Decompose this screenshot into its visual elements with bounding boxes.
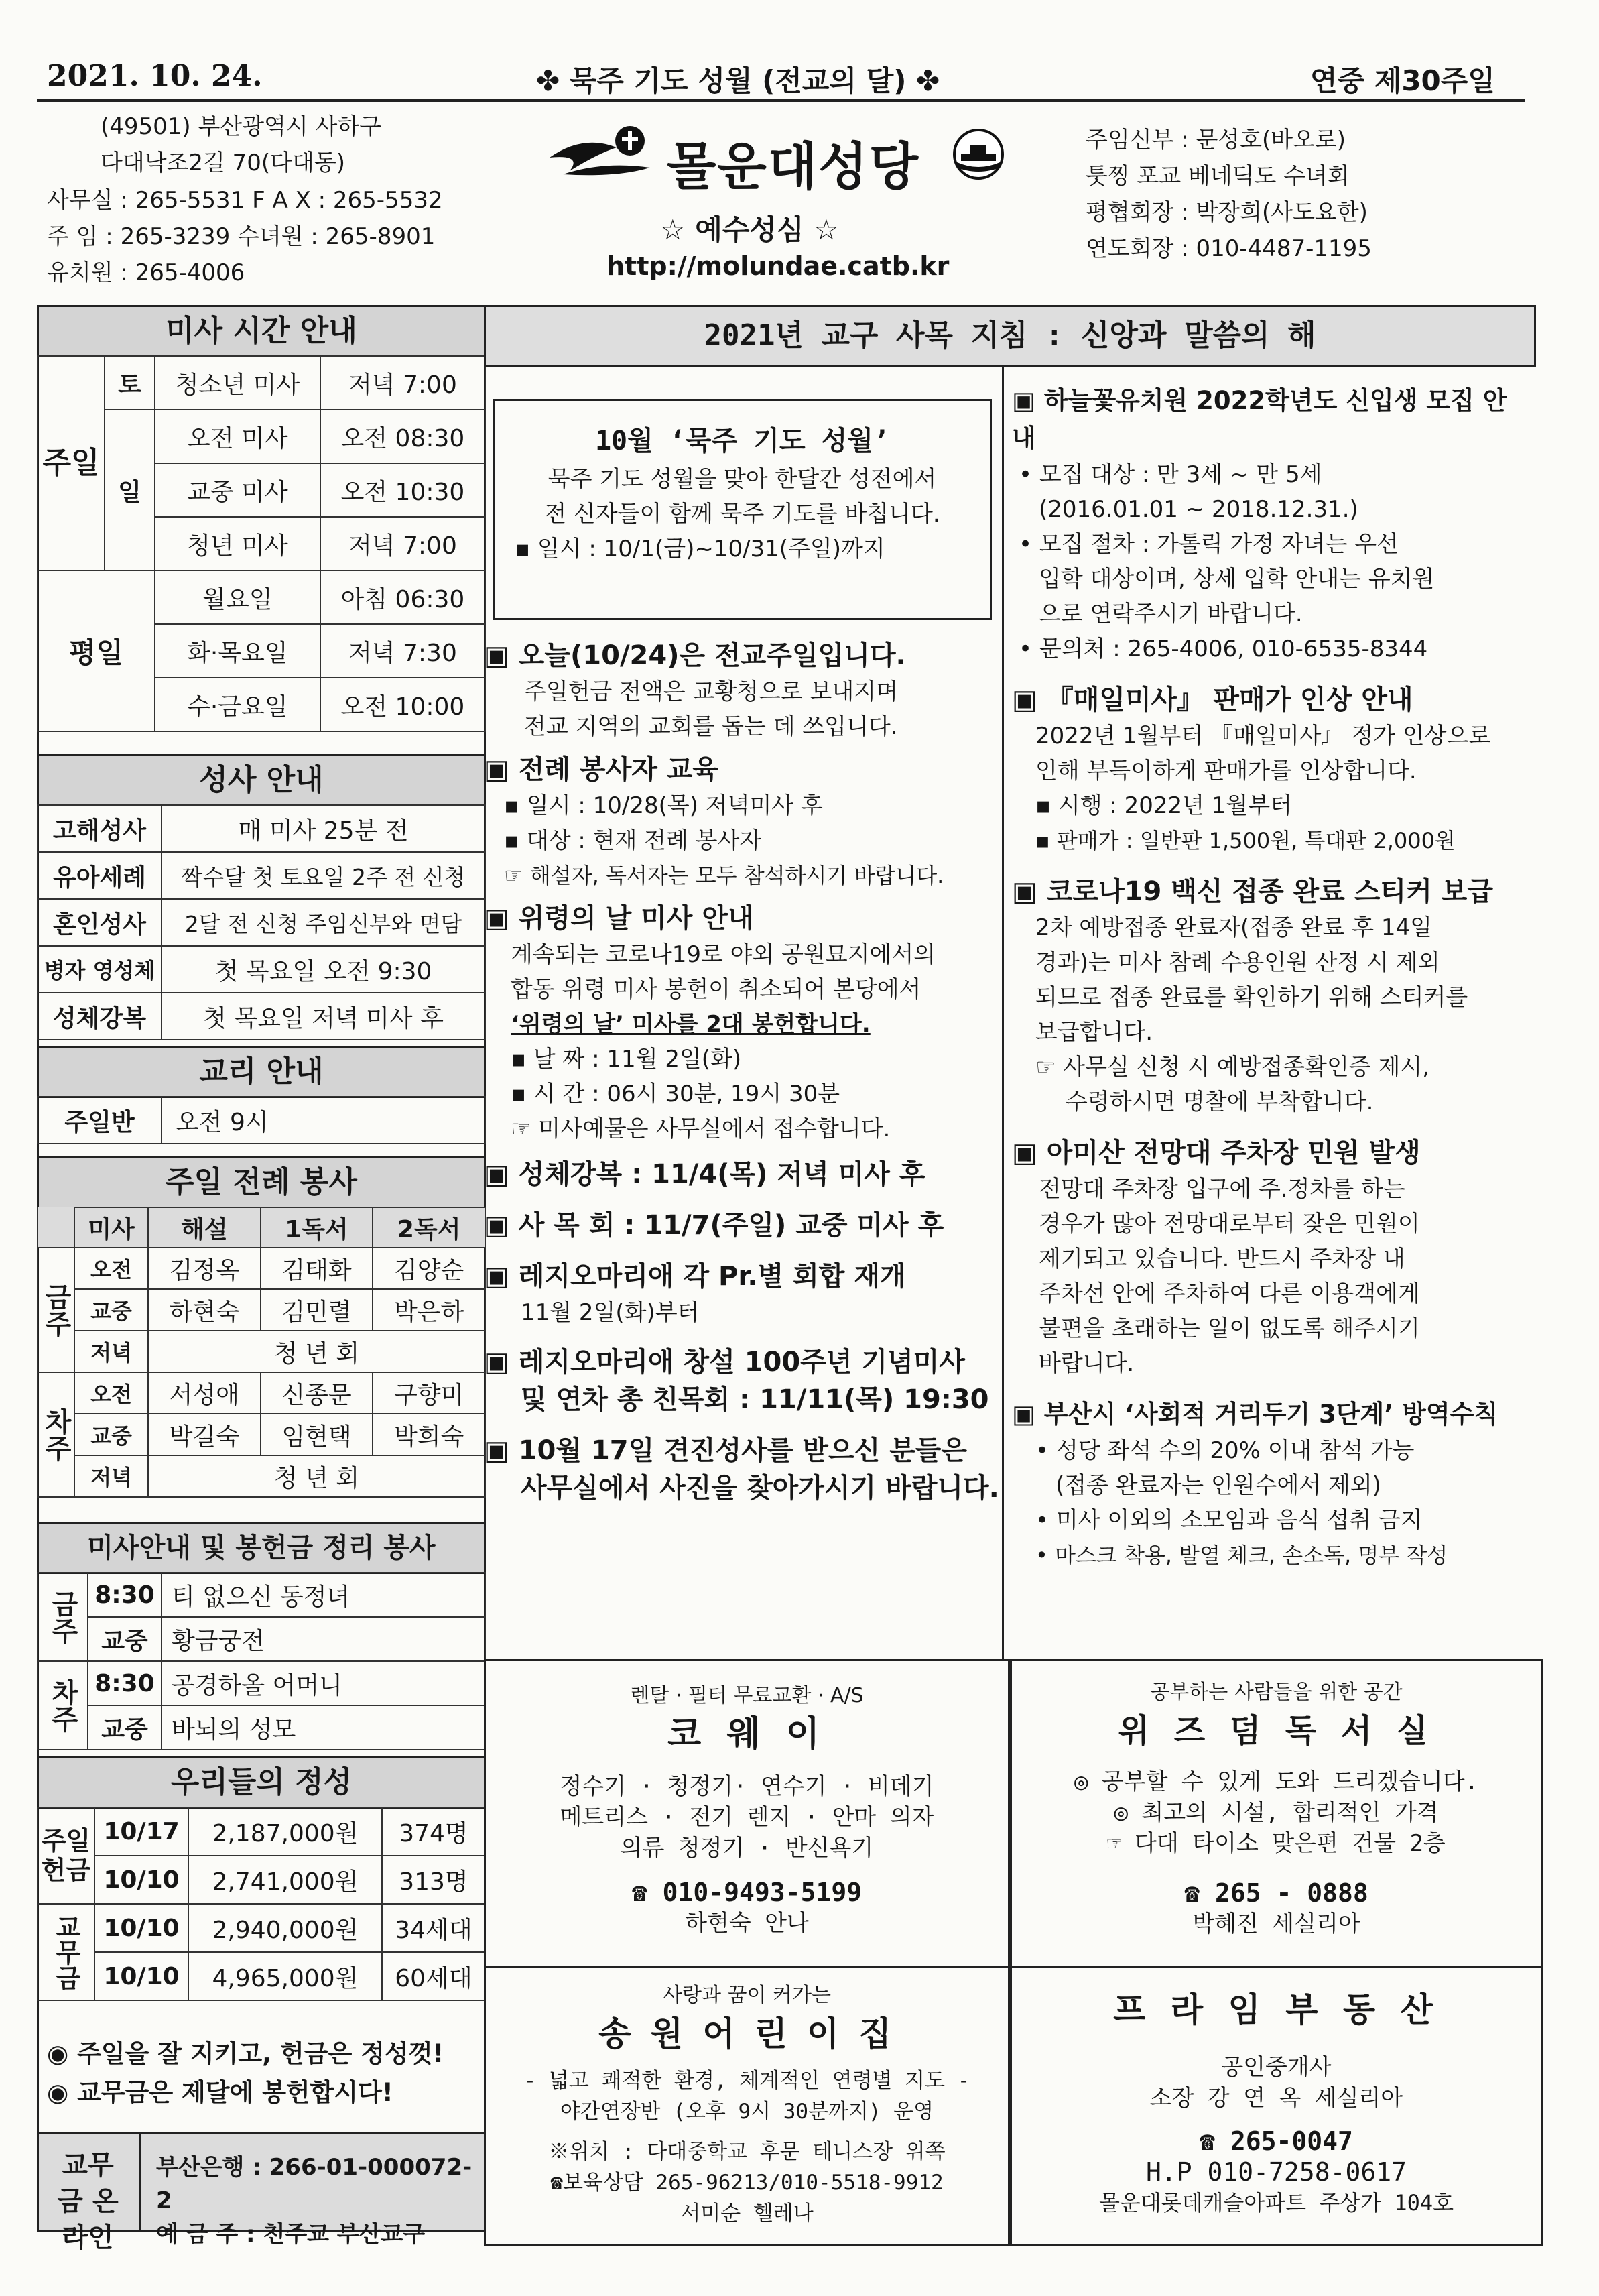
ad-line: 메트리스 · 전기 렌지 · 안마 의자 (560, 1804, 934, 1831)
youth-group: 청 년 회 (148, 1331, 485, 1372)
notice-line: 2022년 1월부터 『매일미사』 정가 인상으로 (1035, 723, 1491, 749)
church-logo (543, 121, 972, 194)
ad-wisdom (1010, 1659, 1543, 1968)
notice-line: ▪ 날 짜 : 11월 2일(화) (511, 1046, 742, 1073)
bank-info (156, 2151, 484, 2251)
commentator: 박길숙 (148, 1414, 261, 1455)
notice-line: 바랍니다. (1039, 1350, 1135, 1377)
service-group: 황금궁전 (162, 1617, 485, 1661)
mass-times-table (37, 355, 486, 732)
saturday-label: 토 (105, 356, 155, 410)
notice-line: 되므로 접종 완료를 확인하기 위해 스티커를 (1035, 984, 1468, 1011)
office-phone: 사무실 : 265-5531 F A X : 265-5532 (47, 187, 443, 214)
ad-mobile: H.P 010-7258-0617 (1146, 2157, 1407, 2187)
reader2: 박은하 (373, 1289, 485, 1331)
service-group: 공경하올 어머니 (162, 1661, 485, 1705)
notice-line: 주차선 안에 주차하여 다른 이용객에게 (1039, 1280, 1420, 1307)
notice-title: ▣ 성체강복 : 11/4(목) 저녁 미사 후 (484, 1159, 925, 1190)
notice-line: ‘위령의 날’ 미사를 2대 봉헌합니다. (511, 1011, 871, 1038)
liturgy-service-table (37, 1207, 486, 1498)
offering-count: 60세대 (382, 1952, 485, 2000)
notice-line: 전망대 주차장 입구에 주.정차를 하는 (1039, 1176, 1405, 1203)
notice-line: 입학 대상이며, 상세 입학 안내는 유치원 (1039, 566, 1435, 593)
ad-contact: 박혜진 세실리아 (1192, 1911, 1360, 1937)
sacraments-title: 성사 안내 (37, 754, 486, 806)
ad-tagline: 공부하는 사람들을 위한 공간 (1150, 1681, 1403, 1704)
notice-line: ☞ 사무실 신청 시 예방접종확인증 제시, (1035, 1054, 1429, 1081)
notice-title: ▣ 코로나19 백신 접종 완료 스티커 보급 (1012, 876, 1493, 907)
website-link[interactable]: http://molundae.catb.kr (606, 251, 950, 281)
notice-title: ▣ 부산시 ‘사회적 거리두기 3단계’ 방역수칙 (1012, 1400, 1498, 1429)
exhortation-line2: ◉ 교무금은 제달에 봉헌합시다! (47, 2078, 393, 2107)
service-group: 바뇌의 성모 (162, 1705, 485, 1750)
offering-amount: 2,940,000원 (188, 1904, 382, 1952)
mass-name: 교중 미사 (155, 463, 320, 517)
offering-count: 34세대 (382, 1904, 485, 1952)
ad-line: 의류 청정기 · 반신욕기 (620, 1835, 874, 1862)
sacrament-name: 성체강복 (38, 993, 162, 1040)
ad-phone: ☎ 265 - 0888 (1184, 1878, 1368, 1908)
offering-service-title: 미사안내 및 봉헌금 정리 봉사 (37, 1522, 486, 1574)
mass-time: 아침 06:30 (320, 570, 485, 624)
notice-pastoral-council (484, 1207, 1007, 1244)
mass-time: 저녁 7:00 (320, 356, 485, 410)
ad-tagline: 렌탈 · 필터 무료교환 · A/S (630, 1684, 864, 1707)
weekday-label: 평일 (38, 570, 155, 731)
address-line2: 다대낙조2길 70(다대동) (101, 149, 345, 176)
mass-slot: 교중 (74, 1289, 148, 1331)
pastor: 주임신부 : 문성호(바오로) (1086, 127, 1346, 154)
next-week-label: 차주 (38, 1372, 74, 1497)
notice-line: ▪ 시 간 : 06시 30분, 19시 30분 (511, 1081, 840, 1107)
reader1: 임현택 (261, 1414, 373, 1455)
commentator: 하현숙 (148, 1289, 261, 1331)
commentator: 서성애 (148, 1372, 261, 1414)
rosary-body1: 묵주 기도 성월을 맞아 한달간 성전에서 (548, 466, 937, 493)
ad-coway (484, 1659, 1010, 1968)
reader2: 박희숙 (373, 1414, 485, 1455)
notice-confirmation-photos (484, 1432, 1007, 1507)
notice-mission-sunday (484, 637, 1007, 744)
sacraments-table (37, 804, 486, 1040)
mass-time: 오전 10:00 (320, 678, 485, 731)
notice-title: ▣ 레지오마리애 창설 100주년 기념미사 (484, 1347, 965, 1378)
notice-line: • 모집 절차 : 가톨릭 가정 자녀는 우선 (1019, 531, 1399, 558)
ad-line: ☞ 다대 타이소 맞은편 건물 2층 (1107, 1830, 1446, 1857)
middle-notices (484, 637, 1007, 1507)
parish-dues-label: 교무금 (38, 1904, 94, 2000)
ad-line: 공인중개사 (1221, 2054, 1332, 2081)
online-label: 교무금 온라인 (57, 2150, 119, 2253)
notice-line: 전교 지역의 교회를 돕는 데 쓰입니다. (524, 713, 898, 740)
mass-slot: 8:30 (88, 1573, 162, 1617)
this-week-label: 금주 (38, 1573, 88, 1661)
sacrament-info: 매 미사 25분 전 (162, 805, 485, 852)
offering-amount: 2,741,000원 (188, 1856, 382, 1904)
ad-name: 프 라 임 부 동 산 (1113, 1990, 1440, 2029)
notice-line: ▪ 대상 : 현재 전례 봉사자 (504, 827, 762, 854)
offering-count: 313명 (382, 1856, 485, 1904)
notice-legio-meeting (484, 1258, 1007, 1330)
sunday-day-label: 일 (105, 410, 155, 570)
notice-title: ▣ 레지오마리애 각 Pr.별 회합 재개 (484, 1261, 906, 1292)
right-notices (1012, 382, 1528, 1573)
sacrament-info: 첫 목요일 오전 9:30 (162, 946, 485, 993)
main-title: 2021년 교구 사목 지침 : 신앙과 말씀의 해 (484, 305, 1536, 367)
ad-phone: ☎ 265-0047 (1200, 2126, 1353, 2156)
ad-songwon (484, 1966, 1010, 2246)
notice-line: 11월 2일(화)부터 (521, 1299, 700, 1326)
mass-time: 오전 08:30 (320, 410, 485, 463)
ad-line: 야간연장반 (오후 9시 30분까지) 운영 (560, 2100, 934, 2124)
notice-line: 수령하시면 명찰에 부착합니다. (1066, 1089, 1374, 1115)
notice-line: 합동 위령 미사 봉헌이 취소되어 본당에서 (511, 976, 921, 1003)
mass-time: 저녁 7:00 (320, 517, 485, 570)
offering-date: 10/10 (94, 1856, 188, 1904)
notice-server-training (484, 751, 1007, 893)
rectory-phone: 주 임 : 265-3239 수녀원 : 265-8901 (47, 223, 436, 250)
reader2: 구향미 (373, 1372, 485, 1414)
notice-line: • 모집 대상 : 만 3세 ~ 만 5세 (1019, 461, 1322, 488)
contact-block (47, 182, 443, 291)
offering-amount: 2,187,000원 (188, 1807, 382, 1856)
mass-times-title: 미사 시간 안내 (37, 305, 486, 357)
liturgical-week: 연중 제30주일 (1310, 64, 1495, 97)
catechism-title: 교리 안내 (37, 1046, 486, 1098)
kinder-phone: 유치원 : 265-4006 (47, 259, 245, 286)
mass-name: 월요일 (155, 570, 320, 624)
service-group: 티 없으신 동정녀 (162, 1573, 485, 1617)
church-emblem-icon (543, 121, 663, 188)
offering-count: 374명 (382, 1807, 485, 1856)
notice-line: 계속되는 코로나19로 야외 공원묘지에서의 (511, 941, 936, 968)
offering-service-table (37, 1572, 486, 1750)
col-reading1: 1독서 (261, 1207, 373, 1248)
notice-line: 보급합니다. (1035, 1019, 1153, 1046)
ad-contact: 서미순 헬레나 (680, 2201, 814, 2226)
reader2: 김양순 (373, 1248, 485, 1289)
ad-name: 송 원 어 린 이 집 (598, 2014, 895, 2053)
notice-title: ▣ 오늘(10/24)은 전교주일입니다. (484, 640, 906, 671)
notice-benediction (484, 1156, 1007, 1193)
reader1: 신종문 (261, 1372, 373, 1414)
nuns: 툿찡 포교 베네딕도 수녀회 (1086, 163, 1350, 190)
ad-line: 소장 강 연 옥 세실리아 (1149, 2085, 1403, 2112)
ad-line: ※위치 : 다대중학교 후문 테니스장 위쪽 (548, 2140, 946, 2164)
col-mass: 미사 (74, 1207, 148, 1248)
notice-line: (접종 완료자는 인원수에서 제외) (1056, 1472, 1381, 1499)
notice-title: ▣ 하늘꽃유치원 2022학년도 신입생 모집 안내 (1012, 386, 1507, 452)
catechism-time: 오전 9시 (162, 1097, 485, 1144)
address-block (101, 109, 381, 181)
ad-line: 정수기 · 청정기· 연수기 · 비데기 (560, 1773, 934, 1800)
col-reading2: 2독서 (373, 1207, 485, 1248)
mass-time: 저녁 7:30 (320, 624, 485, 678)
notice-line: 및 연차 총 친목회 : 11/11(목) 19:30 (521, 1384, 989, 1415)
notice-line: ▪ 시행 : 2022년 1월부터 (1035, 792, 1292, 819)
sacrament-info: 2달 전 신청 주임신부와 면담 (162, 899, 485, 946)
ad-address: 몰운대롯데캐슬아파트 주상가 104호 (1098, 2190, 1454, 2216)
offering-date: 10/10 (94, 1904, 188, 1952)
sacrament-info: 짝수달 첫 토요일 2주 전 신청 (162, 852, 485, 899)
notice-title: ▣ 위령의 날 미사 안내 (484, 903, 754, 934)
exhortation-line1: ◉ 주일을 잘 지키고, 헌금은 정성껏! (47, 2039, 444, 2068)
notice-distancing (1012, 1396, 1528, 1573)
notice-title: ▣ 아미산 전망대 주차장 민원 발생 (1012, 1138, 1421, 1168)
notice-line: 경우가 많아 전망대로부터 잦은 민원이 (1039, 1211, 1420, 1237)
mass-slot: 저녁 (74, 1455, 148, 1497)
offerings-table (37, 1807, 486, 2001)
notice-line: ☞ 미사예물은 사무실에서 접수합니다. (511, 1115, 891, 1142)
ad-tagline: 사랑과 꿈이 커가는 (663, 1984, 831, 2007)
catechism-label: 주일반 (38, 1097, 162, 1144)
mass-slot: 8:30 (88, 1661, 162, 1705)
rosary-body2: 전 신자들이 함께 묵주 기도를 바칩니다. (544, 501, 940, 528)
notice-line: • 성당 좌석 수의 20% 이내 참석 가능 (1035, 1437, 1415, 1464)
mass-slot: 저녁 (74, 1331, 148, 1372)
ad-line: ☎보육상담 265-96213/010-5518-9912 (550, 2171, 944, 2195)
notice-all-souls (484, 900, 1007, 1146)
church-name: 몰운대성당 (667, 137, 920, 196)
mass-slot: 오전 (74, 1372, 148, 1414)
account-holder: 예 금 주 : 천주교 부산교구 (156, 2221, 426, 2248)
notice-legio-100th (484, 1343, 1007, 1418)
month-theme: ✤ 묵주 기도 성월 (전교의 달) ✤ (536, 64, 940, 97)
mass-slot: 오전 (74, 1248, 148, 1289)
notice-line: ▪ 일시 : 10/28(목) 저녁미사 후 (504, 792, 823, 819)
ad-name: 코 웨 이 (667, 1714, 826, 1754)
notice-line: 으로 연락주시기 바랍니다. (1039, 601, 1303, 627)
mass-name: 청소년 미사 (155, 356, 320, 410)
mass-name: 수·금요일 (155, 678, 320, 731)
ad-prime-realty (1010, 1966, 1543, 2246)
sacrament-info: 첫 목요일 저녁 미사 후 (162, 993, 485, 1040)
ad-line: ◎ 최고의 시설, 합리적인 가격 (1114, 1799, 1439, 1826)
notice-line: 인해 부득이하게 판매가를 인상합니다. (1035, 758, 1417, 784)
rosary-title: 10월 ‘묵주 기도 성월’ (594, 426, 890, 457)
sacrament-name: 혼인성사 (38, 899, 162, 946)
ad-name: 위 즈 덤 독 서 실 (1118, 1712, 1435, 1750)
ad-phone: ☎ 010-9493-5199 (631, 1878, 862, 1907)
rosary-date: ▪ 일시 : 10/1(금)~10/31(주일)까지 (515, 536, 885, 562)
notice-line: 주일헌금 전액은 교황청으로 보내지며 (524, 678, 898, 705)
notice-vaccine-sticker (1012, 873, 1528, 1120)
notice-title: ▣ 전례 봉사자 교육 (484, 754, 719, 785)
notice-line: • 문의처 : 265-4006, 010-6535-8344 (1019, 636, 1428, 662)
offerings-title: 우리들의 정성 (37, 1756, 486, 1809)
commentator: 김정옥 (148, 1248, 261, 1289)
ship-emblem-icon (952, 127, 1005, 181)
notice-line: 2차 예방접종 완료자(접종 완료 후 14일 (1035, 914, 1433, 941)
sacrament-name: 고해성사 (38, 805, 162, 852)
council-president: 평협회장 : 박장희(사도요한) (1086, 199, 1368, 226)
notice-title: ▣ 10월 17일 견진성사를 받으신 분들은 (484, 1435, 968, 1466)
sacrament-name: 유아세례 (38, 852, 162, 899)
notice-line: 불편을 초래하는 일이 없도록 해주시기 (1039, 1315, 1420, 1342)
ad-contact: 하현숙 안나 (685, 1910, 809, 1937)
mass-name: 화·목요일 (155, 624, 320, 678)
staff-block (1086, 122, 1372, 267)
reader1: 김민렬 (261, 1289, 373, 1331)
catechism-table (37, 1096, 486, 1144)
ad-line: ◎ 공부할 수 있게 도와 드리겠습니다. (1074, 1768, 1479, 1795)
legion-president: 연도회장 : 010-4487-1195 (1086, 235, 1372, 262)
notice-line: • 미사 이외의 소모임과 음식 섭취 금지 (1035, 1507, 1423, 1534)
offering-amount: 4,965,000원 (188, 1952, 382, 2000)
offering-date: 10/17 (94, 1807, 188, 1856)
mass-name: 오전 미사 (155, 410, 320, 463)
col-commentary: 해설 (148, 1207, 261, 1248)
liturgy-service-title: 주일 전례 봉사 (37, 1156, 486, 1209)
notice-kindergarten (1012, 382, 1528, 666)
mass-name: 청년 미사 (155, 517, 320, 570)
notice-line: (2016.01.01 ~ 2018.12.31.) (1039, 496, 1358, 523)
notice-daily-missal (1012, 681, 1528, 858)
notice-title: ▣ 『매일미사』 판매가 인상 안내 (1012, 684, 1413, 715)
exhortation (47, 2035, 444, 2112)
notice-line: 경과)는 미사 참례 수용인원 산정 시 제외 (1035, 949, 1440, 976)
notice-line: 제기되고 있습니다. 반드시 주차장 내 (1039, 1246, 1405, 1272)
sunday-offering-label: 주일헌금 (38, 1807, 94, 1904)
rosary-box (493, 399, 992, 620)
youth-group: 청 년 회 (148, 1455, 485, 1497)
notice-line: ▪ 판매가 : 일반판 1,500원, 특대판 2,000원 (1035, 828, 1456, 853)
mass-slot: 교중 (88, 1617, 162, 1661)
address-line1: (49501) 부산광역시 사하구 (101, 113, 382, 140)
mass-time: 오전 10:30 (320, 463, 485, 517)
notice-parking (1012, 1134, 1528, 1381)
notice-title: ▣ 사 목 회 : 11/7(주일) 교중 미사 후 (484, 1210, 944, 1241)
reader1: 김태화 (261, 1248, 373, 1289)
sacrament-name: 병자 영성체 (38, 946, 162, 993)
bank-account: 부산은행 : 266-01-000072-2 (156, 2154, 472, 2214)
offering-date: 10/10 (94, 1952, 188, 2000)
sunday-label: 주일 (38, 356, 105, 570)
online-payment-box (37, 2132, 486, 2253)
motto: ☆ 예수성심 ☆ (660, 213, 839, 246)
mass-slot: 교중 (88, 1705, 162, 1750)
date: 2021. 10. 24. (47, 59, 263, 93)
notice-line: ☞ 해설자, 독서자는 모두 참석하시기 바랍니다. (504, 863, 944, 888)
notice-line: • 마스크 착용, 발열 체크, 손소독, 명부 작성 (1035, 1543, 1448, 1568)
this-week-label: 금주 (38, 1248, 74, 1372)
mass-slot: 교중 (74, 1414, 148, 1455)
ad-line: - 넓고 쾌적한 환경, 체계적인 연령별 지도 - (523, 2069, 970, 2093)
next-week-label: 차주 (38, 1661, 88, 1750)
notice-line: 사무실에서 사진을 찾아가시기 바랍니다. (521, 1473, 999, 1504)
